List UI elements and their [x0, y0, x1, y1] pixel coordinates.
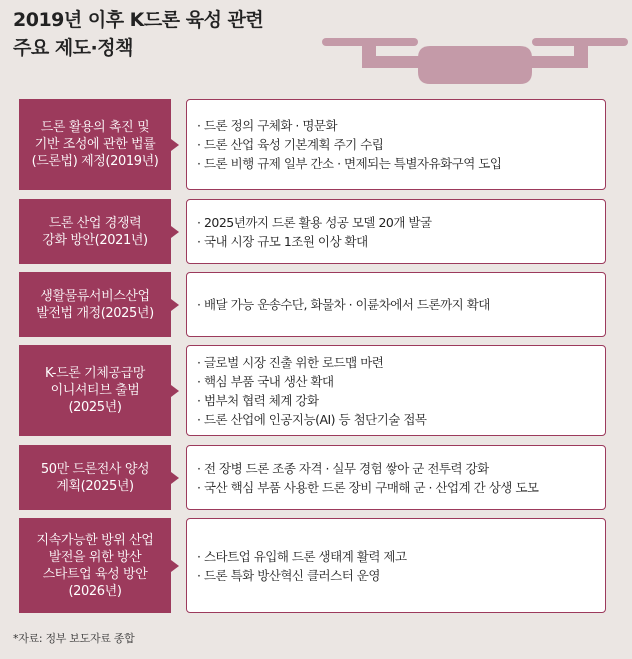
policy-item: · 전 장병 드론 조종 자격 · 실무 경험 쌓아 군 전투력 강화 [197, 460, 489, 476]
policy-item: · 범부처 협력 체계 강화 [197, 392, 319, 408]
policy-item: · 국산 핵심 부품 사용한 드론 장비 구매해 군 · 산업계 간 상생 도모 [197, 479, 539, 495]
policy-item: · 드론 산업에 인공지능(AI) 등 첨단기술 접목 [197, 411, 427, 427]
title-line-1: 2019년 이후 K드론 육성 관련 [13, 9, 264, 31]
arrow-icon [171, 560, 179, 572]
policy-label: 생활물류서비스산업 발전법 개정(2025년) [19, 272, 171, 337]
policy-row [19, 518, 606, 613]
policy-item: · 드론 특화 방산혁신 클러스터 운영 [197, 567, 380, 583]
policy-row [19, 345, 606, 436]
arrow-icon [171, 385, 179, 397]
policy-detail-box [186, 199, 606, 264]
policy-item: · 핵심 부품 국내 생산 확대 [197, 373, 334, 389]
policy-row [19, 99, 606, 190]
policy-label: 드론 활용의 촉진 및 기반 조성에 관한 법률 (드론법) 제정(2019년) [19, 99, 171, 190]
policy-label: 지속가능한 방위 산업 발전을 위한 방산 스타트업 육성 방안 (2026년) [19, 518, 171, 613]
policy-row [19, 272, 606, 337]
policy-detail-box [186, 345, 606, 436]
policy-item: · 배달 가능 운송수단, 화물차 · 이륜차에서 드론까지 확대 [197, 297, 490, 312]
drone-icon [318, 0, 632, 90]
policy-item: · 국내 시장 규모 1조원 이상 확대 [197, 233, 368, 249]
policy-label: K-드론 기체공급망 이니셔티브 출범 (2025년) [19, 345, 171, 436]
policy-label: 드론 산업 경쟁력 강화 방안(2021년) [19, 199, 171, 264]
policy-item: · 스타트업 유입해 드론 생태계 활력 제고 [197, 548, 407, 564]
source-note: *자료: 정부 보도자료 종합 [13, 632, 135, 645]
policy-detail-box [186, 272, 606, 337]
arrow-icon [171, 472, 179, 484]
policy-item: · 드론 비행 규제 일부 간소 · 면제되는 특별자유화구역 도입 [197, 156, 502, 171]
policy-row [19, 199, 606, 264]
policy-detail-box [186, 518, 606, 613]
policy-label: 50만 드론전사 양성 계획(2025년) [19, 445, 171, 510]
arrow-icon [171, 139, 179, 151]
policy-item: · 2025년까지 드론 활용 성공 모델 20개 발굴 [197, 214, 432, 230]
page-title [13, 6, 263, 62]
title-line-2: 주요 제도·정책 [13, 37, 133, 59]
policy-row [19, 445, 606, 510]
policy-detail-box [186, 99, 606, 190]
policy-item: · 드론 정의 구체화 · 명문화 [197, 118, 338, 133]
policy-item: · 글로벌 시장 진출 위한 로드맵 마련 [197, 354, 384, 370]
policy-item: · 드론 산업 육성 기본계획 주기 수립 [197, 137, 384, 152]
policy-detail-box [186, 445, 606, 510]
arrow-icon [171, 226, 179, 238]
arrow-icon [171, 299, 179, 311]
